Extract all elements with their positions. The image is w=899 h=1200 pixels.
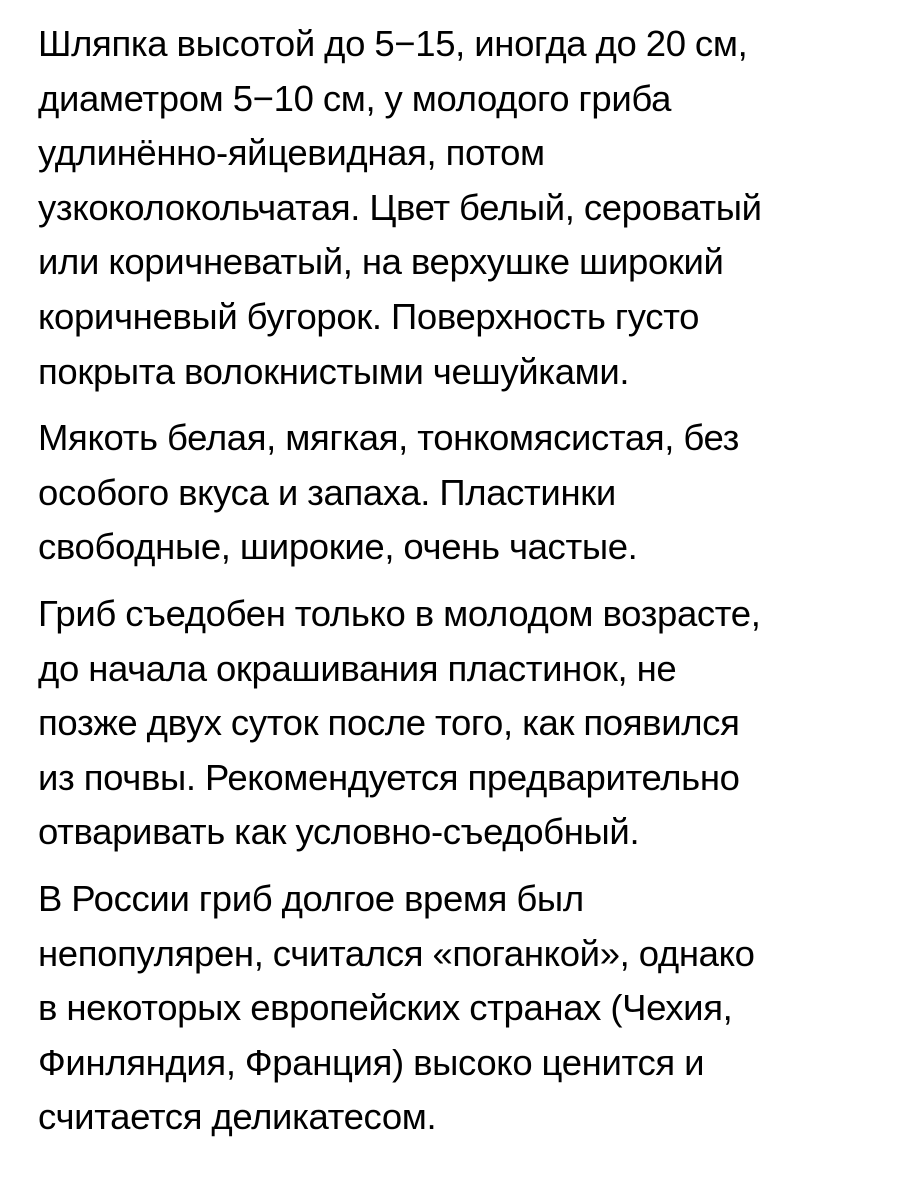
text-line: до начала окрашивания пластинок, не (38, 647, 677, 689)
paragraph-popularity (38, 872, 878, 1145)
text-line: непопулярен, считался «поганкой», однако (38, 932, 755, 974)
text-line: Шляпка высотой до 5−15, иногда до 20 см, (38, 23, 748, 64)
text-line: Мякоть белая, мягкая, тонкомясистая, без (38, 417, 740, 459)
text-line: считается деликатесом. (38, 1096, 437, 1138)
text-line: отваривать как условно-съедобный. (38, 811, 640, 853)
text-line: особого вкуса и запаха. Пластинки (38, 471, 616, 513)
text-line: диаметром 5−10 см, у молодого гриба (38, 77, 672, 119)
paragraph-cap-description (38, 17, 878, 399)
text-line: коричневый бугорок. Поверхность густо (38, 295, 700, 337)
paragraph-flesh-description (38, 411, 878, 575)
text-line: Гриб съедобен только в молодом возрасте, (38, 592, 761, 634)
text-line: удлинённо-яйцевидная, потом (38, 132, 545, 174)
text-line: свободные, широкие, очень частые. (38, 526, 638, 568)
text-line: узкоколокольчатая. Цвет белый, сероватый (38, 186, 762, 228)
text-line: или коричневатый, на верхушке широкий (38, 241, 724, 283)
text-line: В России гриб долгое время был (38, 877, 584, 919)
paragraph-edibility (38, 587, 878, 860)
text-line: позже двух суток после того, как появился (38, 702, 740, 744)
text-line: из почвы. Рекомендуется предварительно (38, 756, 740, 798)
text-line: в некоторых европейских странах (Чехия, (38, 987, 733, 1029)
article-body (38, 17, 878, 1145)
text-line: покрыта волокнистыми чешуйками. (38, 350, 630, 392)
text-line: Финляндия, Франция) высоко ценится и (38, 1041, 705, 1083)
